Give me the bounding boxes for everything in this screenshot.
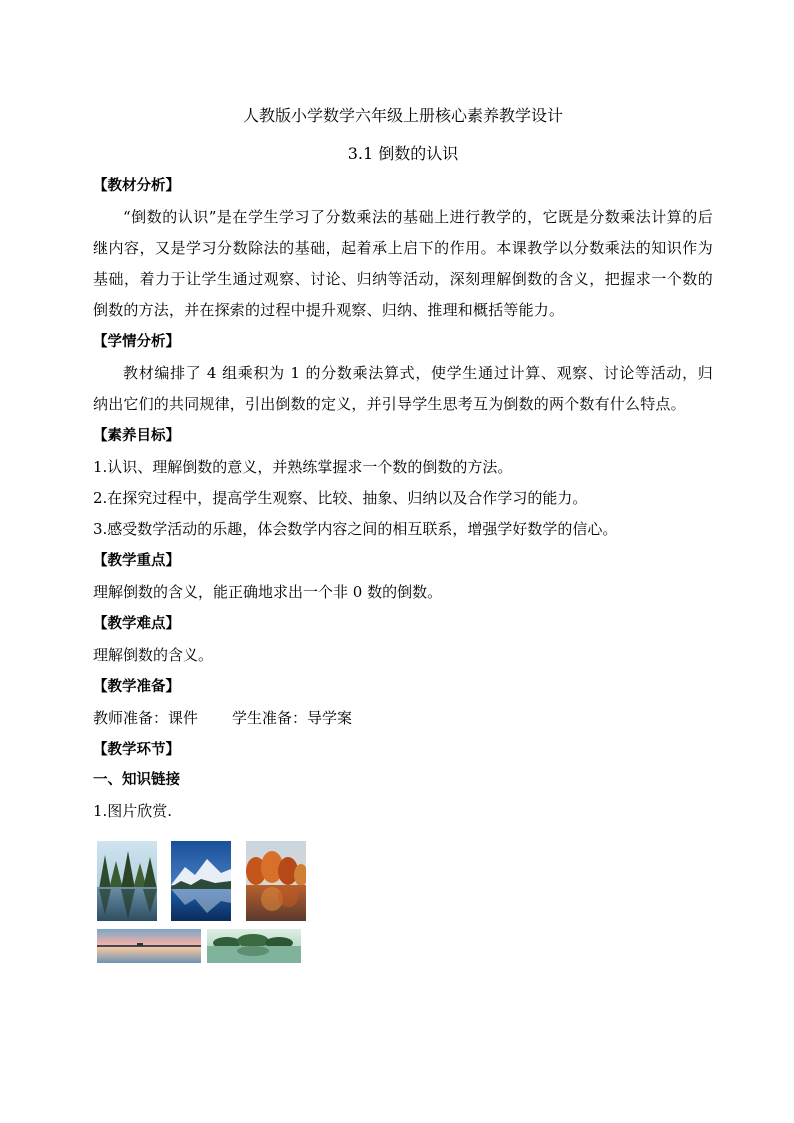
image-gallery bbox=[93, 839, 713, 969]
difficulties-text: 理解倒数的含义。 bbox=[93, 646, 214, 664]
island-panorama-image bbox=[207, 929, 301, 963]
heading-steps: 【教学环节】 bbox=[93, 742, 180, 758]
autumn-reflection-image bbox=[246, 841, 306, 921]
preparation-line bbox=[93, 703, 713, 734]
heading-textbook-analysis: 【教材分析】 bbox=[93, 178, 180, 194]
key-points-text: 理解倒数的含义，能正确地求出一个非 0 数的倒数。 bbox=[93, 583, 443, 601]
goal-item-2: 2.在探究过程中，提高学生观察、比较、抽象、归纳以及合作学习的能力。 bbox=[93, 489, 588, 507]
mountain-lake-image bbox=[171, 841, 231, 921]
heading-goals: 【素养目标】 bbox=[93, 428, 180, 444]
student-preparation: 学生准备：导学案 bbox=[232, 709, 353, 727]
heading-difficulties: 【教学难点】 bbox=[93, 616, 180, 632]
step-item-1: 1.图片欣赏. bbox=[93, 802, 173, 820]
heading-learning-analysis: 【学情分析】 bbox=[93, 334, 180, 350]
heading-key-points: 【教学重点】 bbox=[93, 553, 180, 569]
step-part-1: 一、知识链接 bbox=[93, 772, 180, 788]
page-subtitle: 3.1 倒数的认识 bbox=[347, 144, 459, 163]
textbook-analysis-text: “倒数的认识”是在学生学习了分数乘法的基础上进行教学的，它既是分数乘法计算的后继内容，又是学习分数除法的基础，起着承上启下的作用。本课教学以分数乘法的知识作为基础，着力于让学生通过观察、讨论、归纳等活动，深刻理解倒数的含义，把握求一个数的倒数的方法，并在探索的过程中提升观察、归纳、推理和概括等能力。 bbox=[93, 208, 713, 319]
goal-item-3: 3.感受数学活动的乐趣，体会数学内容之间的相互联系，增强学好数学的信心。 bbox=[93, 520, 618, 538]
heading-preparation: 【教学准备】 bbox=[93, 679, 180, 695]
learning-analysis-text: 教材编排了 4 组乘积为 1 的分数乘法算式，使学生通过计算、观察、讨论等活动，归 纳出它们的共同规律，引出倒数的定义，并引导学生思考互为倒数的两个数有什么特点。 bbox=[93, 364, 713, 413]
teacher-preparation: 教师准备：课件 bbox=[93, 709, 199, 727]
document-content bbox=[93, 104, 713, 969]
sunset-panorama-image bbox=[97, 929, 201, 963]
forest-lake-image bbox=[97, 841, 157, 921]
page-title: 人教版小学数学六年级上册核心素养教学设计 bbox=[242, 106, 563, 125]
goal-item-1: 1.认识、理解倒数的意义，并熟练掌握求一个数的倒数的方法。 bbox=[93, 458, 513, 476]
